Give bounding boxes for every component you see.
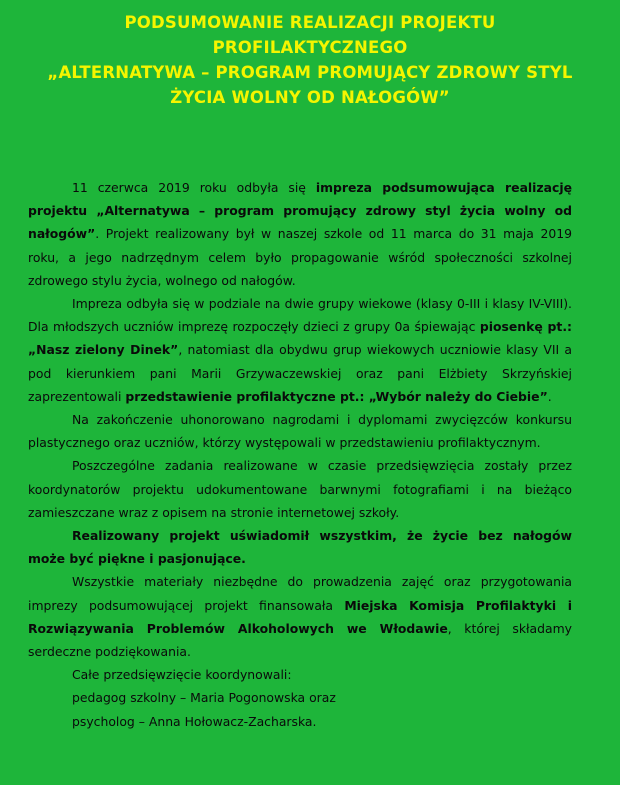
paragraph-event [28, 292, 572, 408]
coordinator-2: psycholog – Anna Hołowacz-Zacharska. [72, 713, 317, 729]
coordinators-intro: Całe przedsięwzięcie koordynowali: [72, 667, 292, 683]
text-span: Wszystkie materiały niezbędne do prowadzenia zajęć oraz przygotowania imprezy podsumowującej projekt finansowała [28, 574, 572, 613]
paragraph-awards: Na zakończenie uhonorowano nagrodami i dyplomami zwycięzców konkursu plastycznego oraz uczniów, którzy występowali w przedstawieniu profilaktycznym. [28, 412, 572, 451]
text-span: . [547, 388, 552, 404]
paragraph-intro [28, 176, 572, 292]
article-body [28, 176, 572, 733]
funder-name-bold: Miejska Komisja Profilaktyki i Rozwiązywania Problemów Alkoholowych we Włodawie [28, 597, 572, 636]
paragraph-funding [28, 570, 572, 663]
song-title-bold: piosenkę pt.: „Nasz zielony Dinek” [28, 319, 572, 358]
title-line-4: ŻYCIA WOLNY OD NAŁOGÓW” [170, 88, 450, 107]
text-span: Impreza odbyła się w podziale na dwie grupy wiekowe (klasy 0-III i klasy IV-VIII). Dla młodszych uczniów imprezę rozpoczęły dzieci z grupy 0a śpiewając [28, 296, 572, 335]
text-span: 11 czerwca 2019 roku odbyła się [72, 180, 316, 195]
text-span: , której składamy serdeczne podziękowania. [28, 620, 572, 660]
article-title [0, 10, 620, 110]
text-span: , natomiast dla obydwu grup wiekowych uczniowie klasy VII a pod kierunkiem pani Marii Grzywaczewskiej oraz pani Elżbiety Skrzyńskiej zaprezentowali [28, 342, 572, 404]
title-line-1: PODSUMOWANIE REALIZACJI PROJEKTU [124, 13, 496, 32]
title-line-3: „ALTERNATYWA – PROGRAM PROMUJĄCY ZDROWY STYL [47, 63, 573, 82]
title-line-2: PROFILAKTYCZNEGO [212, 38, 408, 57]
paragraph-conclusion-bold: Realizowany projekt uświadomił wszystkim, że życie bez nałogów może być piękne i pasjonujące. [28, 528, 572, 567]
project-name-bold: impreza podsumowująca realizację projektu „Alternatywa – program promujący zdrowy styl życia wolny od nałogów” [28, 180, 572, 242]
text-span: . Projekt realizowany był w naszej szkole od 11 marca do 31 maja 2019 roku, a jego nadrzędnym celem było propagowanie wśród społeczności szkolnej zdrowego stylu życia, wolnego od nałogów. [28, 226, 572, 288]
paragraph-documentation: Poszczególne zadania realizowane w czasie przedsięwzięcia zostały przez koordynatorów projektu udokumentowane barwnymi fotografiami i na bieżąco zamieszczane wraz z opisem na stronie internetowej szkoły. [28, 458, 572, 520]
coordinator-1: pedagog szkolny – Maria Pogonowska oraz [72, 690, 336, 706]
play-title-bold: przedstawienie profilaktyczne pt.: „Wybór należy do Ciebie” [125, 388, 548, 404]
